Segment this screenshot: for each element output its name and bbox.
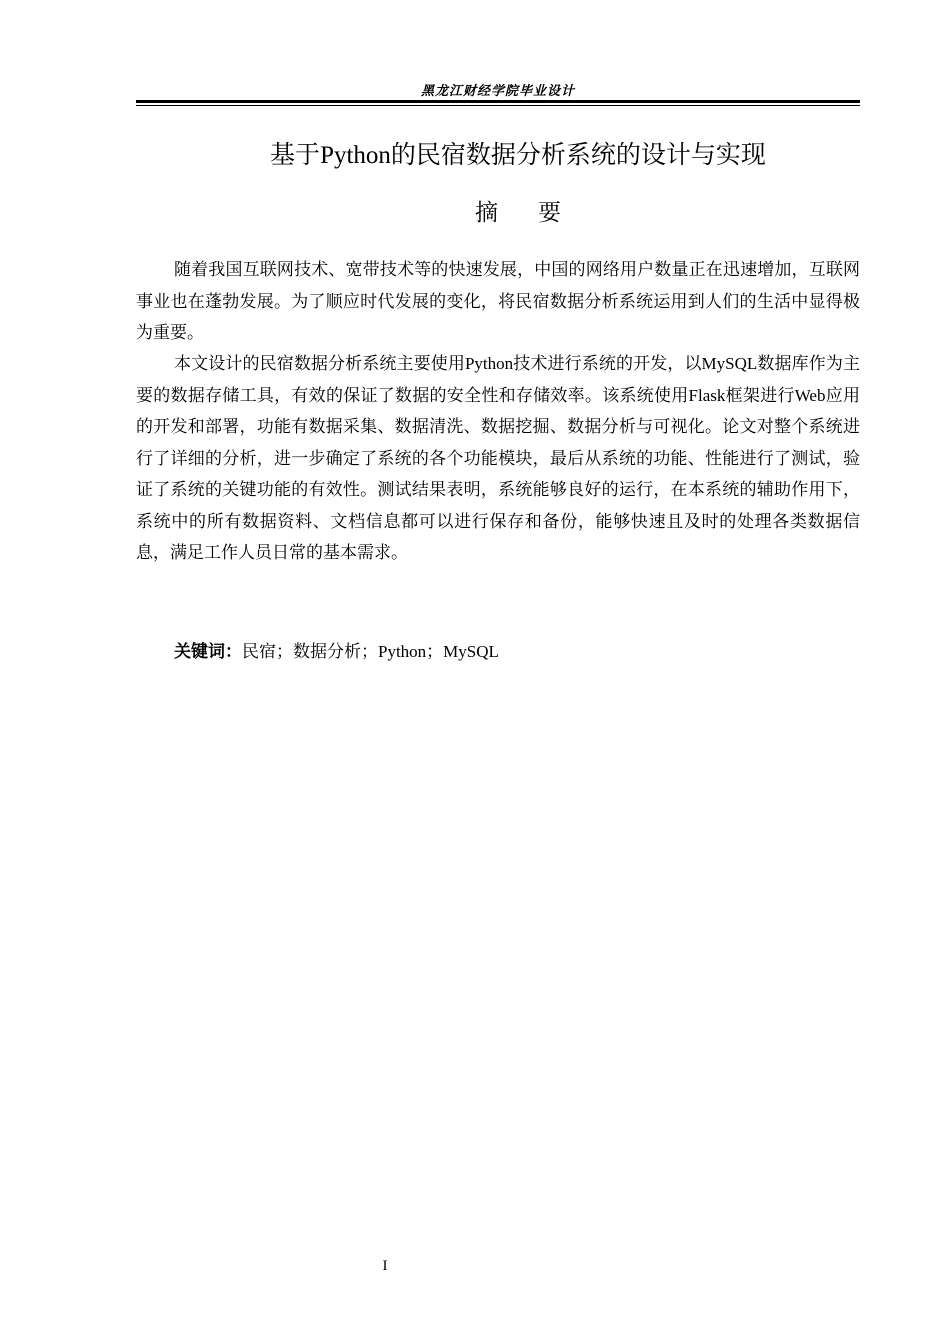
- title-suffix: 的民宿数据分析系统的设计与实现: [390, 140, 766, 169]
- abstract-paragraph-2: 本文设计的民宿数据分析系统主要使用Python技术进行系统的开发，以MySQL数据库作为主要的数据存储工具，有效的保证了数据的安全性和存储效率。该系统使用Flask框架进行Web应用的开发和部署，功能有数据采集、数据清洗、数据挖掘、数据分析与可视化。论文对整个系统进行了详细的分析，进一步确定了系统的各个功能模块，最后从系统的功能、性能进行了测试，验证了系统的关键功能的有效性。测试结果表明，系统能够良好的运行，在本系统的辅助作用下，系统中的所有数据资料、文档信息都可以进行保存和备份，能够快速且及时的处理各类数据信息，满足工作人员日常的基本需求。: [136, 354, 860, 562]
- title-prefix: 基于: [270, 140, 321, 169]
- title-latin: Python: [320, 142, 391, 169]
- keywords-label: 关键词：: [174, 642, 242, 662]
- keywords-line: [174, 636, 499, 668]
- header-rule-thick: [136, 100, 860, 103]
- document-title: [136, 137, 900, 174]
- running-header: 黑龙江财经学院毕业设计: [420, 84, 575, 99]
- page-number: I: [382, 1258, 388, 1274]
- abstract-paragraph-1: 随着我国互联网技术、宽带技术等的快速发展，中国的网络用户数量正在迅速增加，互联网事业也在蓬勃发展。为了顺应时代发展的变化，将民宿数据分析系统运用到人们的生活中显得极为重要。: [136, 260, 860, 342]
- keywords-values: 民宿；数据分析；Python；MySQL: [242, 642, 499, 661]
- header-rule-thin: [136, 105, 860, 106]
- abstract-heading: 摘要: [475, 200, 601, 226]
